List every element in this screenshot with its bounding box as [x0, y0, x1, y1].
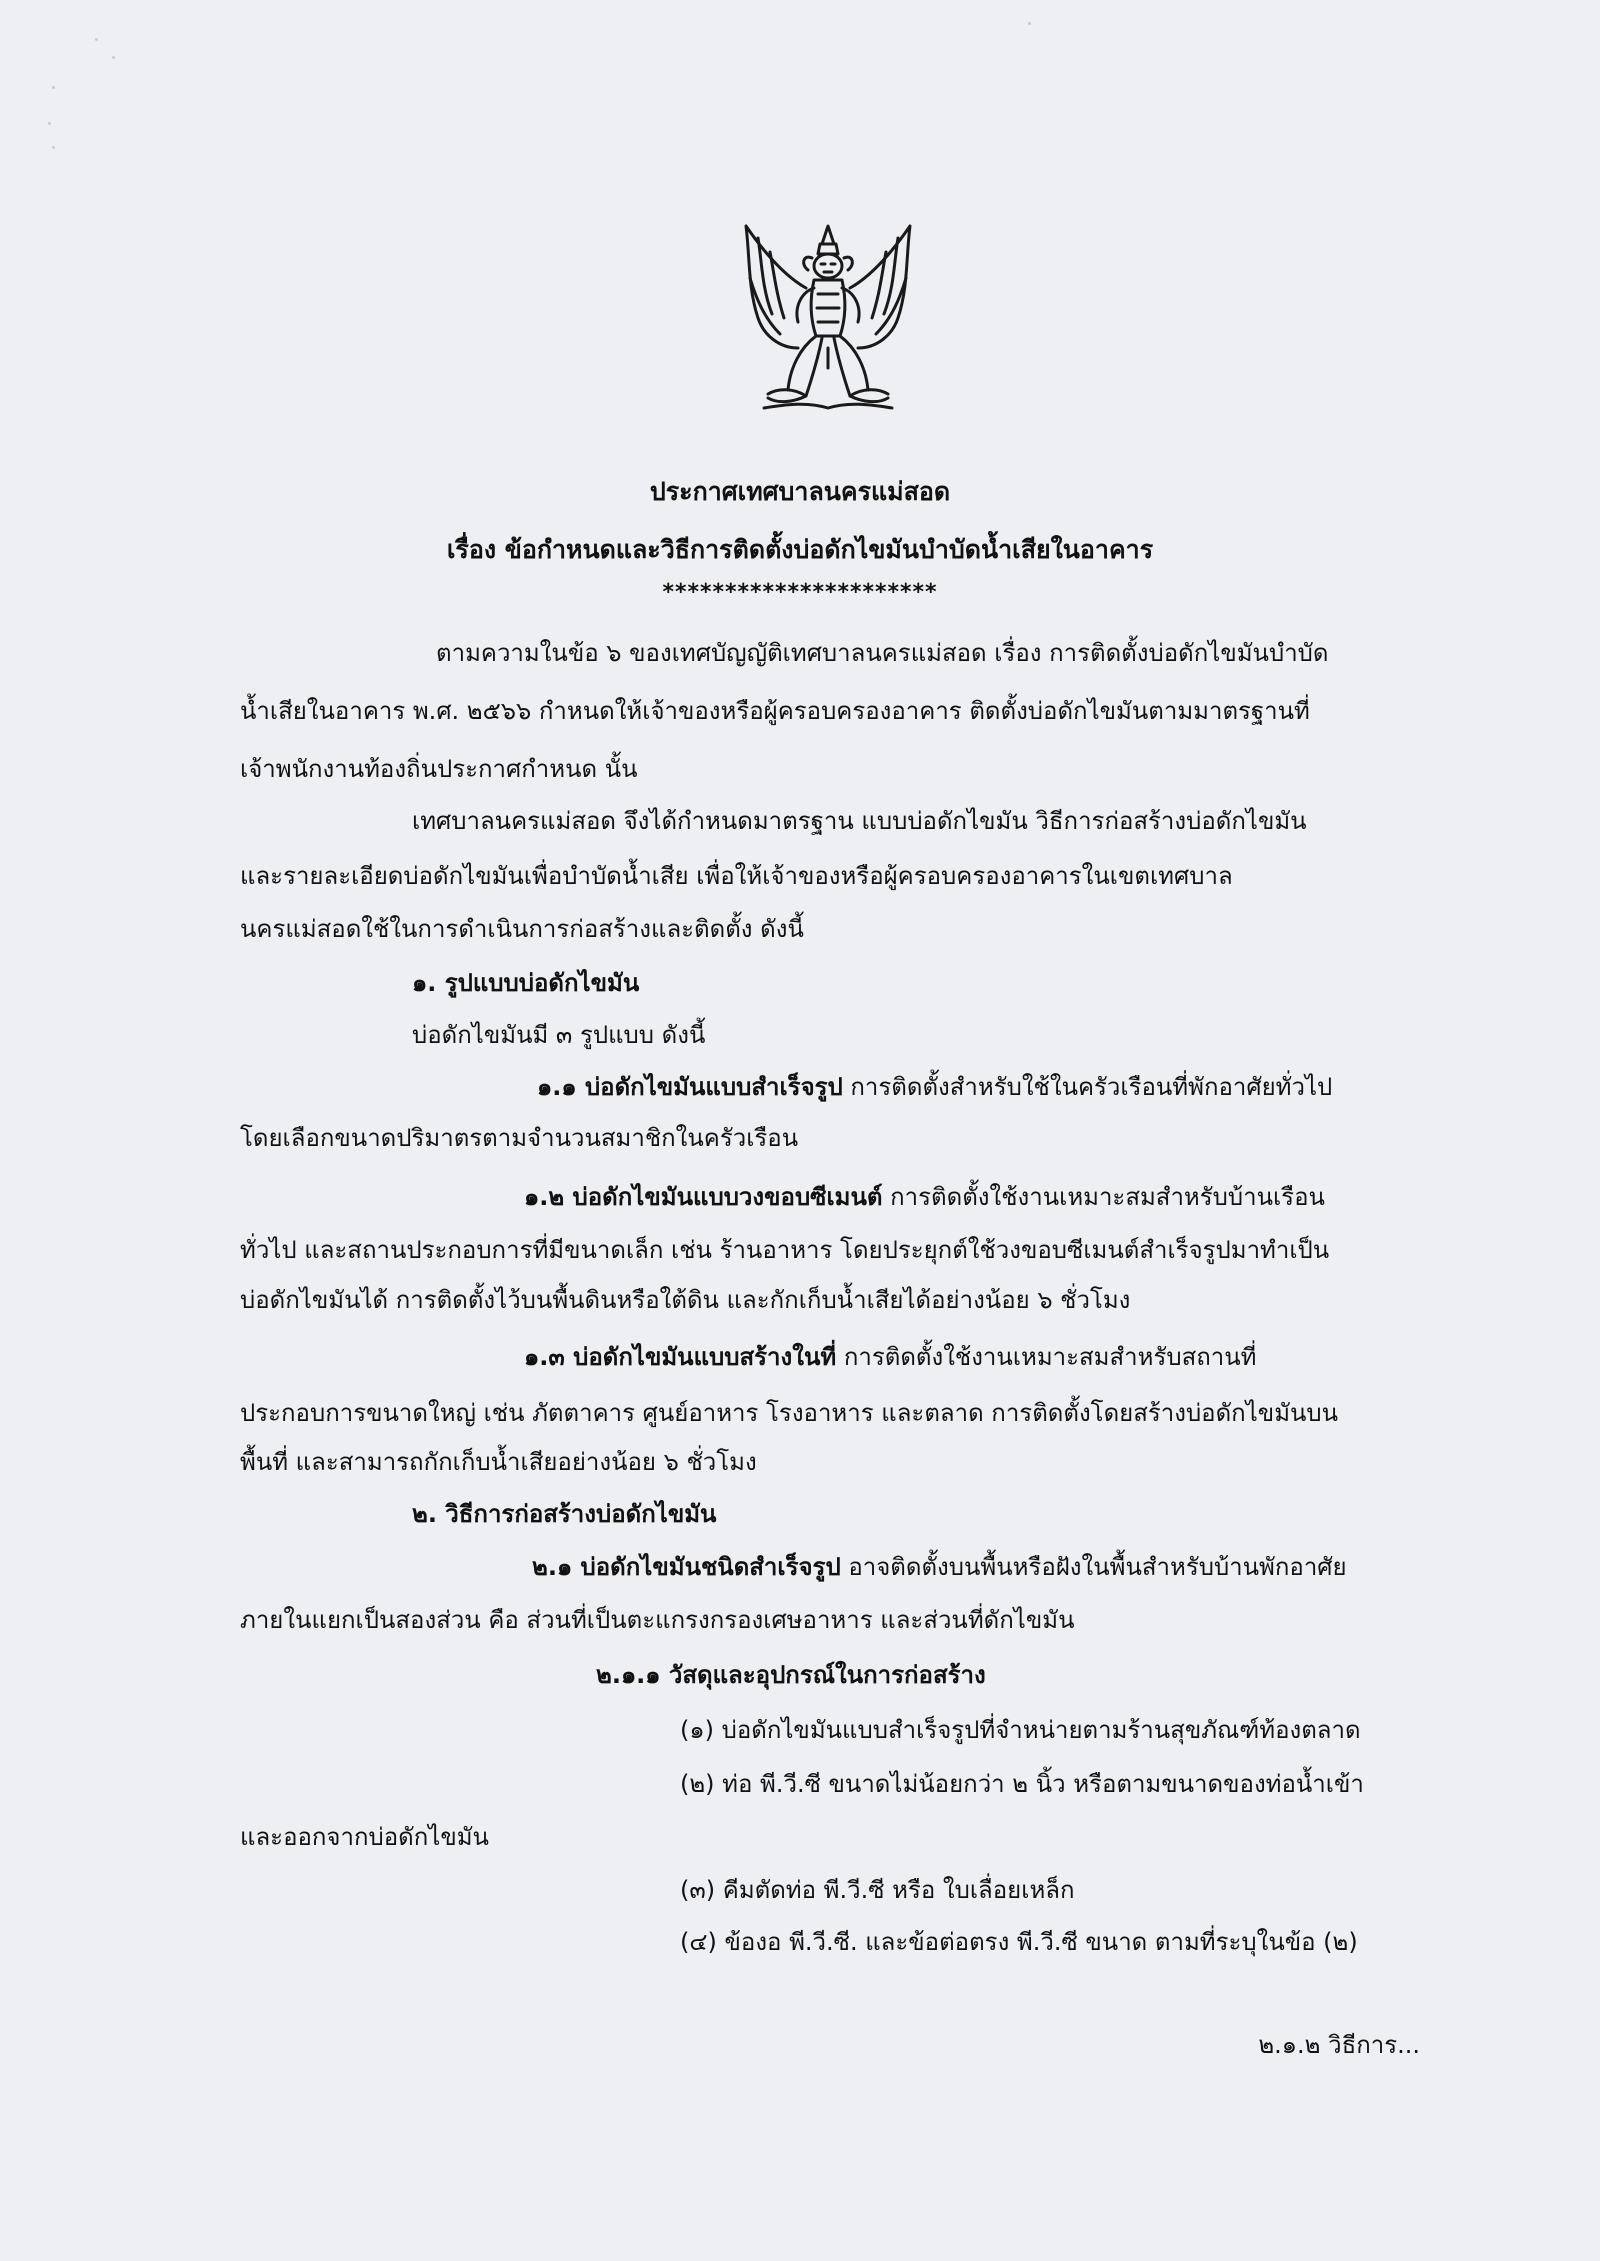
document-subject: เรื่อง ข้อกำหนดและวิธีการติดตั้งบ่อดักไขมันบำบัดน้ำเสียในอาคาร	[446, 535, 1154, 564]
para2-line-1: เทศบาลนครแม่สอด จึงได้กำหนดมาตรฐาน แบบบ่อดักไขมัน วิธีการก่อสร้างบ่อดักไขมัน	[412, 807, 1307, 835]
section-1-lead: บ่อดักไขมันมี ๓ รูปแบบ ดังนี้	[412, 1021, 706, 1049]
material-4: (๔) ข้องอ พี.วี.ซี. และข้อต่อตรง พี.วี.ซี ขนาด ตามที่ระบุในข้อ (๒)	[680, 1928, 1358, 1956]
garuda-emblem-icon	[728, 218, 928, 423]
section-1-heading: ๑. รูปแบบบ่อดักไขมัน	[412, 969, 640, 997]
scan-speck	[48, 122, 51, 125]
item-2-1-cont: ภายในแยกเป็นสองส่วน คือ ส่วนที่เป็นตะแกรงกรองเศษอาหาร และส่วนที่ดักไขมัน	[240, 1606, 1075, 1634]
title-divider: **********************	[662, 580, 938, 605]
document-title: ประกาศเทศบาลนครแม่สอด	[649, 477, 951, 506]
scan-speck	[52, 146, 55, 149]
item-1-3-cont-1: ประกอบการขนาดใหญ่ เช่น ภัตตาคาร ศูนย์อาหาร โรงอาหาร และตลาด การติดตั้งโดยสร้างบ่อดักไขมันบน	[240, 1399, 1339, 1427]
intro-line-3: เจ้าพนักงานท้องถิ่นประกาศกำหนด นั้น	[240, 755, 638, 783]
scan-speck	[1028, 22, 1031, 25]
material-2: (๒) ท่อ พี.วี.ซี ขนาดไม่น้อยกว่า ๒ นิ้ว หรือตามขนาดของท่อน้ำเข้า	[680, 1770, 1364, 1798]
item-1-1: ๑.๑ บ่อดักไขมันแบบสำเร็จรูป การติดตั้งสำหรับใช้ในครัวเรือนที่พักอาศัยทั่วไป	[537, 1073, 1333, 1101]
intro-line-1: ตามความในข้อ ๖ ของเทศบัญญัติเทศบาลนครแม่สอด เรื่อง การติดตั้งบ่อดักไขมันบำบัด	[436, 639, 1329, 667]
material-3: (๓) คีมตัดท่อ พี.วี.ซี หรือ ใบเลื่อยเหล็ก	[680, 1876, 1075, 1904]
item-1-1-cont: โดยเลือกขนาดปริมาตรตามจำนวนสมาชิกในครัวเรือน	[240, 1124, 799, 1152]
page-continuation: ๒.๑.๒ วิธีการ...	[1258, 2031, 1420, 2059]
item-2-1: ๒.๑ บ่อดักไขมันชนิดสำเร็จรูป อาจติดตั้งบนพื้นหรือฝังในพื้นสำหรับบ้านพักอาศัย	[532, 1553, 1347, 1581]
item-1-3-cont-2: พื้นที่ และสามารถกักเก็บน้ำเสียอย่างน้อย ๖ ชั่วโมง	[240, 1448, 757, 1476]
item-1-2-cont-1: ทั่วไป และสถานประกอบการที่มีขนาดเล็ก เช่น ร้านอาหาร โดยประยุกต์ใช้วงขอบซีเมนต์สำเร็จรูปมาทำเป็น	[240, 1236, 1330, 1264]
section-2-heading: ๒. วิธีการก่อสร้างบ่อดักไขมัน	[412, 1500, 717, 1528]
material-1: (๑) บ่อดักไขมันแบบสำเร็จรูปที่จำหน่ายตามร้านสุขภัณฑ์ท้องตลาด	[680, 1716, 1361, 1744]
para2-line-3: นครแม่สอดใช้ในการดำเนินการก่อสร้างและติดตั้ง ดังนี้	[240, 915, 804, 943]
material-2-cont: และออกจากบ่อดักไขมัน	[240, 1823, 489, 1851]
item-1-2-cont-2: บ่อดักไขมันได้ การติดตั้งไว้บนพื้นดินหรือใต้ดิน และกักเก็บน้ำเสียได้อย่างน้อย ๖ ชั่วโมง	[240, 1286, 1131, 1314]
subsection-2-1-1-heading: ๒.๑.๑ วัสดุและอุปกรณ์ในการก่อสร้าง	[596, 1661, 986, 1689]
item-1-2: ๑.๒ บ่อดักไขมันแบบวงขอบซีเมนต์ การติดตั้งใช้งานเหมาะสมสำหรับบ้านเรือน	[524, 1183, 1325, 1211]
item-1-3: ๑.๓ บ่อดักไขมันแบบสร้างในที่ การติดตั้งใช้งานเหมาะสมสำหรับสถานที่	[524, 1343, 1257, 1371]
scan-speck	[95, 38, 98, 41]
intro-line-2: น้ำเสียในอาคาร พ.ศ. ๒๕๖๖ กำหนดให้เจ้าของหรือผู้ครอบครองอาคาร ติดตั้งบ่อดักไขมันตามมาตรฐานที่	[240, 697, 1310, 725]
scan-speck	[52, 86, 55, 89]
para2-line-2: และรายละเอียดบ่อดักไขมันเพื่อบำบัดน้ำเสีย เพื่อให้เจ้าของหรือผู้ครอบครองอาคารในเขตเทศบาล	[240, 862, 1233, 890]
scan-speck	[112, 56, 115, 59]
